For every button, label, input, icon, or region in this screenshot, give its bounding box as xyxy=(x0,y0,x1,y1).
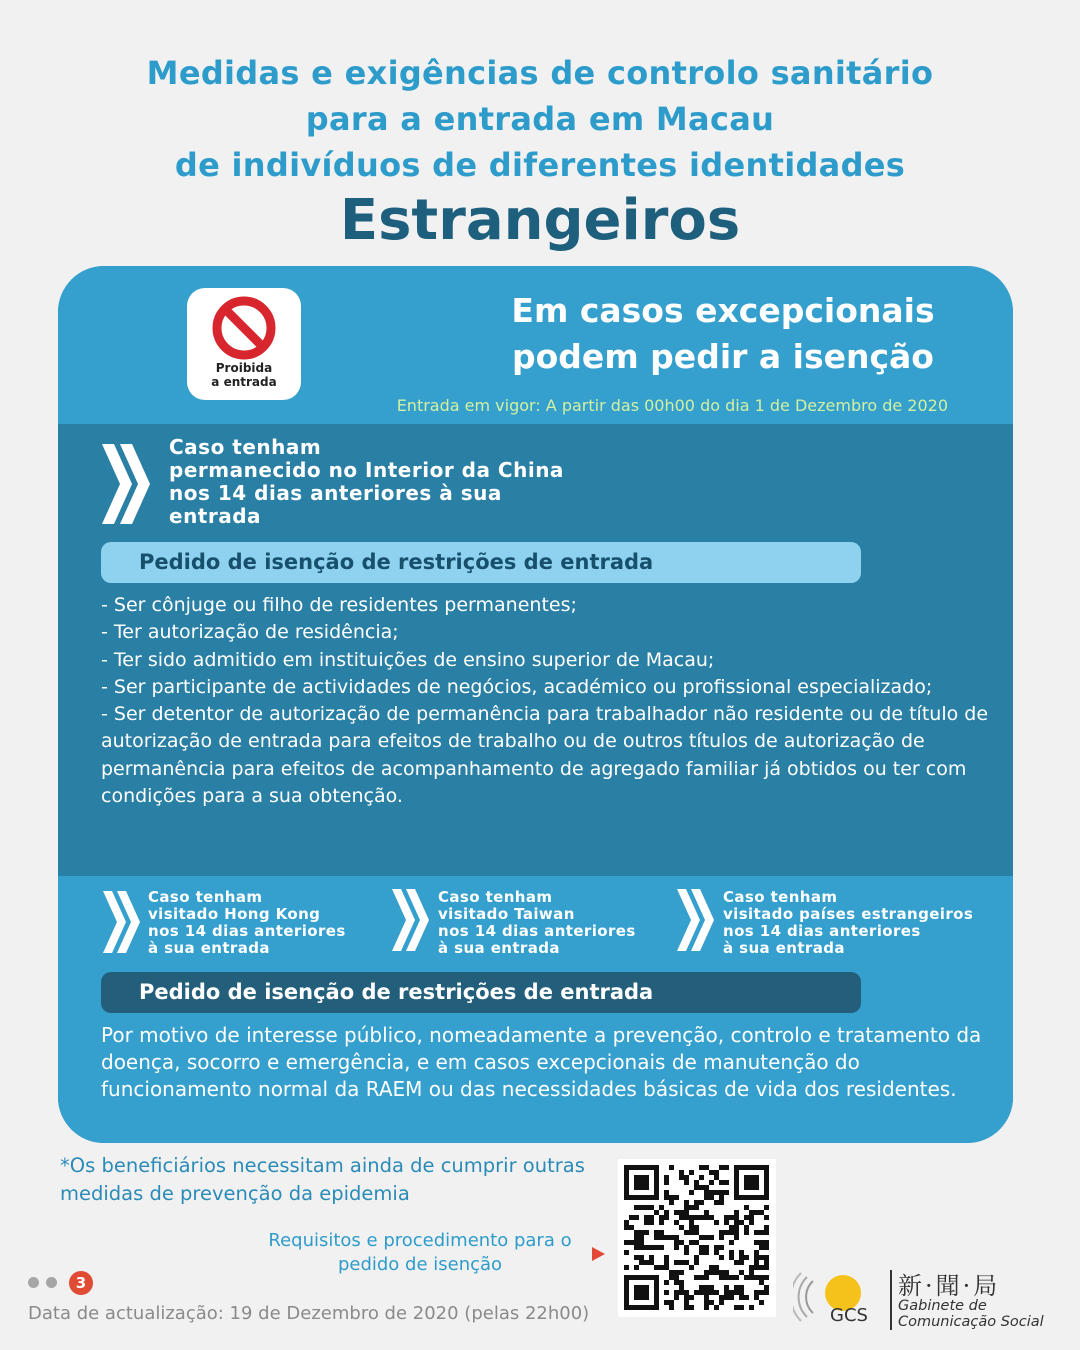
qr-code-image xyxy=(618,1159,776,1317)
title-line-3: de indivíduos de diferentes identidades xyxy=(174,146,906,184)
condition-mainland xyxy=(169,436,629,528)
condition-line: à sua entrada xyxy=(148,939,270,957)
prohibited-label xyxy=(187,361,301,389)
condition-line: Caso tenham xyxy=(723,888,838,906)
exception-heading xyxy=(478,288,968,380)
condition-line: visitado países estrangeiros xyxy=(723,905,974,923)
exemption-request-text: Pedido de isenção de restrições de entrada xyxy=(139,550,654,574)
list-item: - Ser detentor de autorização de permanência para trabalhador não residente ou de título de autorização de entrada para efeitos de trabalho ou de outros títulos de autorização de permanência para efeitos de acompanhamento de agregado familiar já obtidos ou ter com condições para a sua obtenção. xyxy=(101,703,989,808)
condition-foreign-countries xyxy=(723,889,1003,957)
chevron-double-icon xyxy=(676,888,716,952)
title-line-2: para a entrada em Macau xyxy=(305,100,775,138)
condition-line: nos 14 dias anteriores xyxy=(148,922,346,940)
chevron-double-icon xyxy=(391,888,431,952)
current-page-badge: 3 xyxy=(69,1271,93,1295)
gcs-portuguese-name xyxy=(898,1298,1044,1330)
prohibited-label-line-1: Proibida xyxy=(215,361,273,375)
condition-mainland-line: nos 14 dias anteriores à sua xyxy=(169,481,502,505)
condition-line: visitado Hong Kong xyxy=(148,905,321,923)
requirements-link-line-1: Requisitos e procedimento para o xyxy=(268,1230,572,1251)
condition-line: Caso tenham xyxy=(148,888,263,906)
prohibited-icon xyxy=(206,294,282,370)
page-title: Estrangeiros xyxy=(339,188,741,253)
list-item: - Ter sido admitido em instituições de ensino superior de Macau; xyxy=(101,648,715,671)
list-item: - Ser participante de actividades de negócios, académico ou profissional especializado; xyxy=(101,675,933,698)
condition-hong-kong xyxy=(148,889,388,957)
condition-line: à sua entrada xyxy=(438,939,560,957)
qr-code[interactable] xyxy=(618,1159,776,1317)
logo-divider xyxy=(890,1270,892,1330)
chevron-double-icon xyxy=(102,890,142,954)
exception-heading-line-2: podem pedir a isenção xyxy=(512,337,934,376)
prohibited-label-line-2: a entrada xyxy=(211,375,277,389)
condition-mainland-line: Caso tenham xyxy=(169,435,322,459)
page-dot[interactable] xyxy=(28,1277,39,1288)
list-item: - Ter autorização de residência; xyxy=(101,621,399,644)
gcs-name-line-1: Gabinete de xyxy=(898,1298,987,1314)
condition-line: Caso tenham xyxy=(438,888,553,906)
info-card xyxy=(58,266,1013,1143)
exemption-request-label xyxy=(101,542,861,583)
arrow-right-icon xyxy=(592,1247,605,1261)
entry-into-force-text: Entrada em vigor: A partir das 00h00 do dia 1 de Dezembro de 2020 xyxy=(396,396,948,415)
exemption-request-label-2 xyxy=(101,972,861,1013)
condition-mainland-line: entrada xyxy=(169,504,262,528)
beneficiaries-note: *Os beneficiários necessitam ainda de cumprir outras medidas de prevenção da epidemia xyxy=(60,1154,585,1205)
condition-taiwan xyxy=(438,889,678,957)
gcs-chinese-name: 新·聞·局 xyxy=(898,1272,1001,1300)
gcs-logo-initials: GCS xyxy=(830,1305,868,1326)
requirements-link-line-2: pedido de isenção xyxy=(337,1254,503,1275)
list-item: - Ser cônjuge ou filho de residentes permanentes; xyxy=(101,594,577,616)
exception-heading-line-1: Em casos excepcionais xyxy=(511,291,935,330)
update-date: Data de actualização: 19 de Dezembro de 2020 (pelas 22h00) xyxy=(28,1303,590,1324)
entry-prohibited-badge xyxy=(187,288,301,400)
condition-mainland-line: permanecido no Interior da China xyxy=(169,458,564,482)
page-dot[interactable] xyxy=(46,1277,57,1288)
condition-line: visitado Taiwan xyxy=(438,905,575,923)
chevron-double-icon xyxy=(100,442,152,526)
header-titles xyxy=(0,50,1080,188)
requirements-link[interactable] xyxy=(240,1229,600,1277)
condition-line: nos 14 dias anteriores xyxy=(438,922,636,940)
gcs-logo xyxy=(793,1263,893,1329)
gcs-name-line-2: Comunicação Social xyxy=(898,1314,1044,1330)
requirements-list xyxy=(101,592,991,810)
public-interest-paragraph: Por motivo de interesse público, nomeadamente a prevenção, controlo e tratamento da doença, socorro e emergência, e em casos excepcionais de manutenção do funcionamento normal da RAEM ou das necessidades básicas de vida dos residentes. xyxy=(101,1023,982,1101)
condition-line: nos 14 dias anteriores xyxy=(723,922,921,940)
exemption-request-text: Pedido de isenção de restrições de entrada xyxy=(139,980,654,1004)
condition-line: à sua entrada xyxy=(723,939,845,957)
title-line-1: Medidas e exigências de controlo sanitário xyxy=(146,54,934,92)
